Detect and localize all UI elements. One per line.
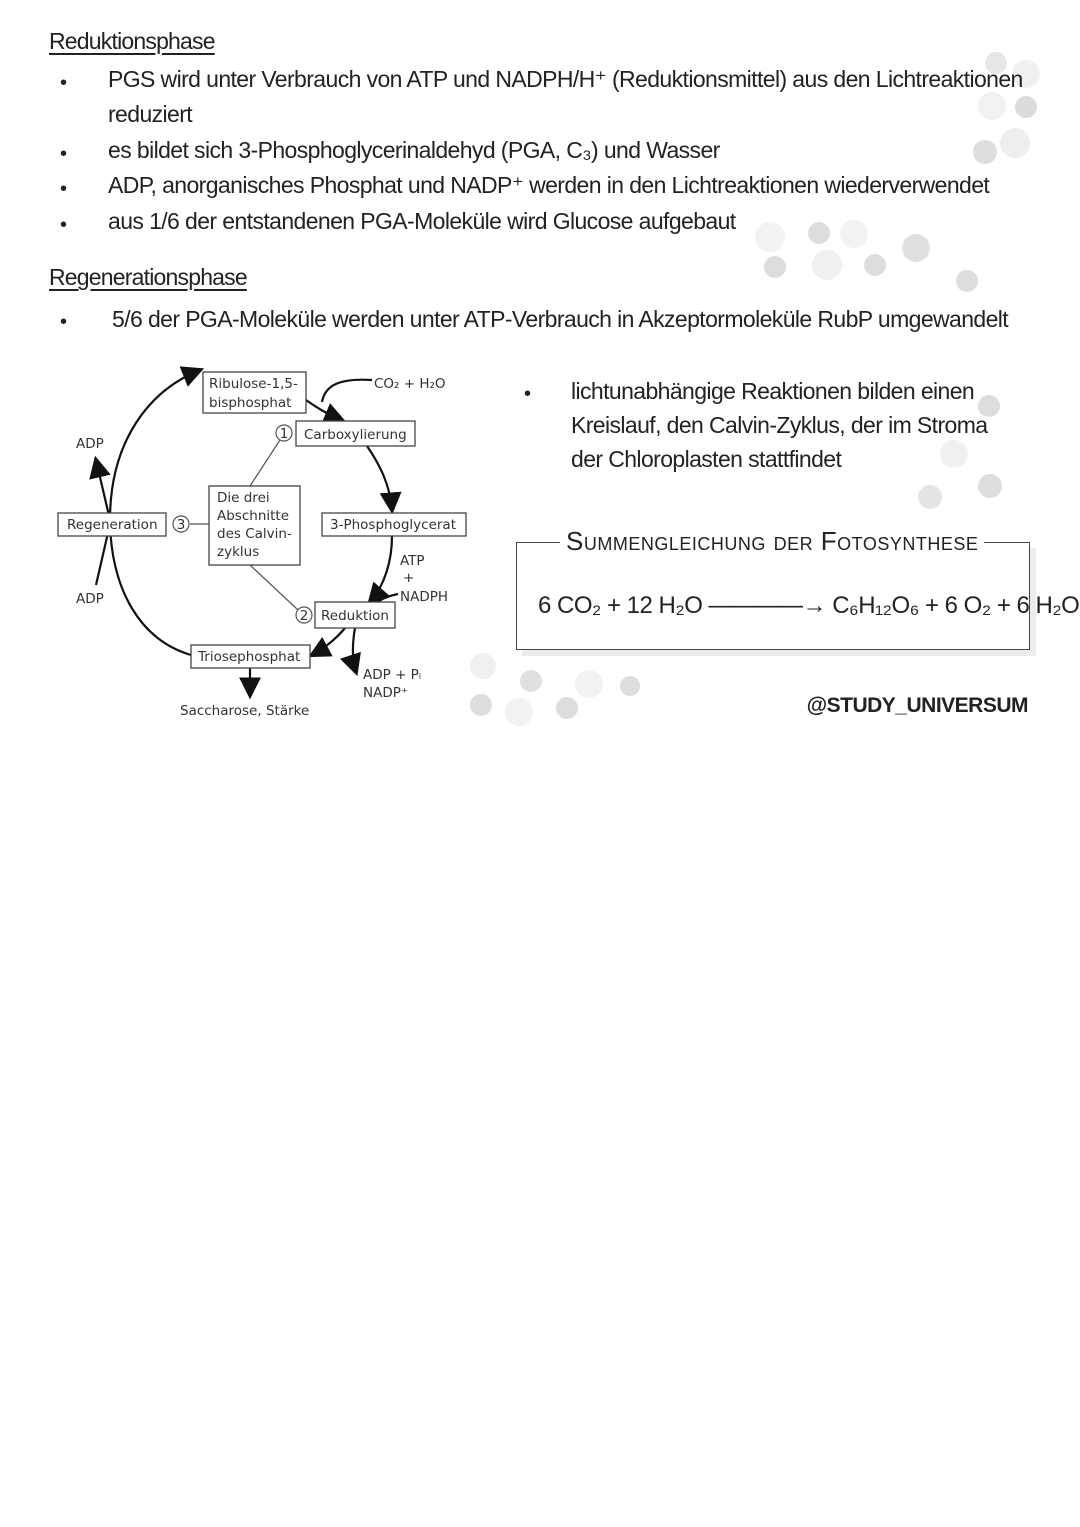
list-item: ADP, anorganisches Phosphat und NADP⁺ werden in den Lichtreaktionen wiederverwendet	[108, 172, 990, 198]
heading-reduktionsphase: Reduktionsphase	[49, 28, 215, 54]
adp-output-arrow	[353, 628, 356, 672]
bullet: •	[524, 383, 532, 405]
note-line: lichtunabhängige Reaktionen bilden einen	[571, 378, 975, 404]
cycle-arrow-regeneration-to-ribulose	[110, 370, 200, 520]
atp-label: ATP	[400, 553, 425, 569]
bullet: •	[60, 214, 68, 236]
cycle-arrow-to-reduktion	[370, 536, 392, 602]
photosynthesis-equation: 6 CO₂ + 12 H₂O ――――→ C₆H₁₂O₆ + 6 O₂ + 6 H₂O	[538, 592, 1080, 619]
list-item-continuation: reduziert	[108, 101, 193, 127]
cycle-arrow-ribulose-to-carboxylierung	[306, 400, 342, 420]
carboxylierung-label: Carboxylierung	[304, 427, 407, 443]
cycle-arrow-to-phosphoglycerat	[367, 446, 392, 510]
bullet: •	[60, 72, 68, 94]
list-item: PGS wird unter Verbrauch von ATP und NADPH/H⁺ (Reduktionsmittel) aus den Lichtreaktionen	[108, 66, 1023, 92]
list-item: es bildet sich 3-Phosphoglycerinaldehyd (PGA, C₃) und Wasser	[108, 137, 720, 163]
bullet: •	[60, 311, 68, 333]
cycle-arrow-to-triosephosphat	[312, 628, 345, 655]
bullet: •	[60, 143, 68, 165]
ribulose-label: bisphosphat	[209, 395, 292, 411]
plus-label: +	[403, 570, 415, 586]
credit-handle: @STUDY_UNIVERSUM	[806, 694, 1028, 717]
regeneration-label: Regeneration	[67, 517, 158, 533]
bullet: •	[60, 178, 68, 200]
center-label: des Calvin-	[217, 526, 292, 542]
adp-label: ADP	[76, 591, 104, 607]
triosephosphat-label: Triosephosphat	[198, 649, 301, 665]
center-label: Die drei	[217, 490, 270, 506]
note-line: Kreislauf, den Calvin-Zyklus, der im Stroma	[571, 412, 988, 438]
nadph-label: NADPH	[400, 589, 449, 605]
phosphoglycerat-label: 3-Phosphoglycerat	[330, 517, 456, 533]
center-label: Abschnitte	[217, 508, 290, 524]
cycle-arc-triose-to-regeneration	[110, 524, 191, 655]
saccharose-label: Saccharose, Stärke	[180, 703, 310, 719]
adp-pi-label: ADP + Pᵢ	[363, 667, 422, 683]
heading-regenerationsphase: Regenerationsphase	[49, 264, 247, 290]
co2-h2o-label: CO₂ + H₂O	[374, 376, 446, 392]
reduktion-label: Reduktion	[321, 608, 389, 624]
center-label: zyklus	[217, 544, 260, 560]
list-item: 5/6 der PGA-Moleküle werden unter ATP-Verbrauch in Akzeptormoleküle RubP umgewandelt	[112, 306, 1009, 332]
adp-output-top-arrow	[96, 460, 110, 520]
nadp-plus-label: NADP⁺	[363, 685, 408, 701]
list-item: aus 1/6 der entstandenen PGA-Moleküle wird Glucose aufgebaut	[108, 208, 736, 234]
note-line: der Chloroplasten stattfindet	[571, 446, 842, 472]
step-number: 1	[279, 426, 289, 442]
step-number: 3	[176, 517, 186, 533]
step-number: 2	[299, 608, 309, 624]
equation-title: Summengleichung der Fotosynthese	[560, 526, 984, 557]
co2-input-arrow	[322, 380, 372, 402]
ribulose-label: Ribulose-1,5-	[209, 376, 298, 392]
adp-label: ADP	[76, 436, 104, 452]
